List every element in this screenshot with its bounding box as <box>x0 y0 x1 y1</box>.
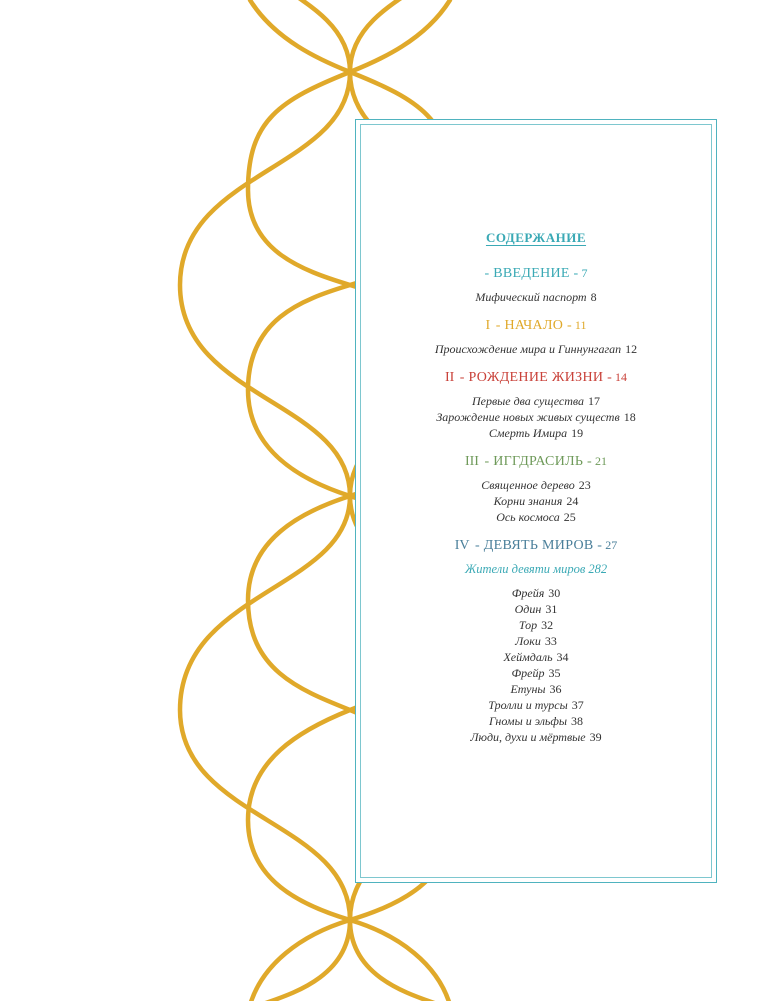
contents-panel <box>355 119 717 883</box>
section-heading-part-ii[interactable] <box>356 368 716 387</box>
entry-title: Священное дерево <box>481 478 575 492</box>
entry-title: Один <box>514 602 542 616</box>
section-name: - ДЕВЯТЬ МИРОВ - <box>475 538 603 553</box>
toc-entry[interactable] <box>356 585 716 601</box>
toc-entry[interactable] <box>356 649 716 665</box>
entry-page: 25 <box>563 510 576 524</box>
entry-page: 12 <box>625 342 638 356</box>
toc-entry[interactable] <box>356 289 716 305</box>
toc-entry[interactable] <box>356 633 716 649</box>
section-name: - ВВЕДЕНИЕ - <box>484 266 579 281</box>
entry-title: Смерть Имира <box>488 426 568 440</box>
section-number: III <box>464 454 479 469</box>
toc-entry[interactable] <box>356 409 716 425</box>
entry-title: Зарождение новых живых существ <box>436 410 620 424</box>
toc-entry[interactable] <box>356 729 716 745</box>
entry-page: 24 <box>566 494 579 508</box>
entry-page: 33 <box>544 634 557 648</box>
entry-page: 31 <box>545 602 558 616</box>
spacer <box>356 525 716 533</box>
toc-entry[interactable] <box>356 697 716 713</box>
section-page: 7 <box>581 266 588 280</box>
spacer <box>356 305 716 313</box>
section-number: II <box>444 370 455 385</box>
spacer <box>356 357 716 365</box>
braid-strand <box>180 0 350 1001</box>
spacer <box>356 441 716 449</box>
entry-page: 35 <box>548 666 561 680</box>
section-heading-part-iii[interactable] <box>356 452 716 471</box>
entry-title: Корни знания <box>493 494 563 508</box>
toc-entry[interactable] <box>356 713 716 729</box>
entry-page: 19 <box>571 426 584 440</box>
toc-entry[interactable] <box>356 681 716 697</box>
entry-page: 17 <box>588 394 601 408</box>
table-of-contents <box>356 230 716 753</box>
section-name: - ИГГДРАСИЛЬ - <box>484 454 593 469</box>
entry-title: Хеймдаль <box>503 650 553 664</box>
entry-title: Гномы и эльфы <box>488 714 568 728</box>
entry-title: Мифический паспорт <box>475 290 587 304</box>
subsection-page: 282 <box>588 562 608 576</box>
toc-entry[interactable] <box>356 341 716 357</box>
section-page: 11 <box>574 318 587 332</box>
entry-title: Происхождение мира и Гиннунгагап <box>434 342 622 356</box>
entry-title: Тор <box>518 618 538 632</box>
section-number: IV <box>454 538 470 553</box>
section-page: 14 <box>615 370 628 384</box>
entry-title: Ось космоса <box>496 510 560 524</box>
entry-page: 23 <box>578 478 591 492</box>
toc-entry[interactable] <box>356 477 716 493</box>
entry-page: 18 <box>623 410 636 424</box>
contents-title: СОДЕРЖАНИЕ <box>485 230 587 245</box>
toc-entry[interactable] <box>356 617 716 633</box>
subsection-title: Жители девяти миров <box>464 562 586 576</box>
entry-page: 39 <box>589 730 602 744</box>
entry-page: 30 <box>548 586 561 600</box>
section-heading-part-i[interactable] <box>356 316 716 335</box>
subsection-heading[interactable] <box>356 561 716 577</box>
entry-title: Фрейр <box>511 666 545 680</box>
entry-title: Етуны <box>510 682 546 696</box>
entry-page: 37 <box>571 698 584 712</box>
section-heading-part-iv[interactable] <box>356 536 716 555</box>
toc-entry[interactable] <box>356 601 716 617</box>
toc-entry[interactable] <box>356 509 716 525</box>
entry-page: 34 <box>556 650 569 664</box>
entry-title: Первые два существа <box>471 394 585 408</box>
section-page: 21 <box>595 454 608 468</box>
entry-page: 38 <box>571 714 584 728</box>
toc-entry[interactable] <box>356 393 716 409</box>
entry-title: Фрейя <box>511 586 545 600</box>
section-number: I <box>485 318 491 333</box>
section-name: - НАЧАЛО - <box>495 318 572 333</box>
entry-title: Локи <box>515 634 541 648</box>
entry-title: Люди, духи и мёртвые <box>470 730 586 744</box>
entry-page: 36 <box>549 682 562 696</box>
toc-entry[interactable] <box>356 493 716 509</box>
spacer <box>356 745 716 753</box>
section-name: - РОЖДЕНИЕ ЖИЗНИ - <box>459 370 613 385</box>
entry-page: 8 <box>590 290 597 304</box>
section-heading-intro[interactable] <box>356 264 716 283</box>
toc-entry[interactable] <box>356 425 716 441</box>
toc-entry[interactable] <box>356 665 716 681</box>
entry-title: Тролли и турсы <box>488 698 568 712</box>
entry-page: 32 <box>541 618 554 632</box>
section-page: 27 <box>605 538 618 552</box>
